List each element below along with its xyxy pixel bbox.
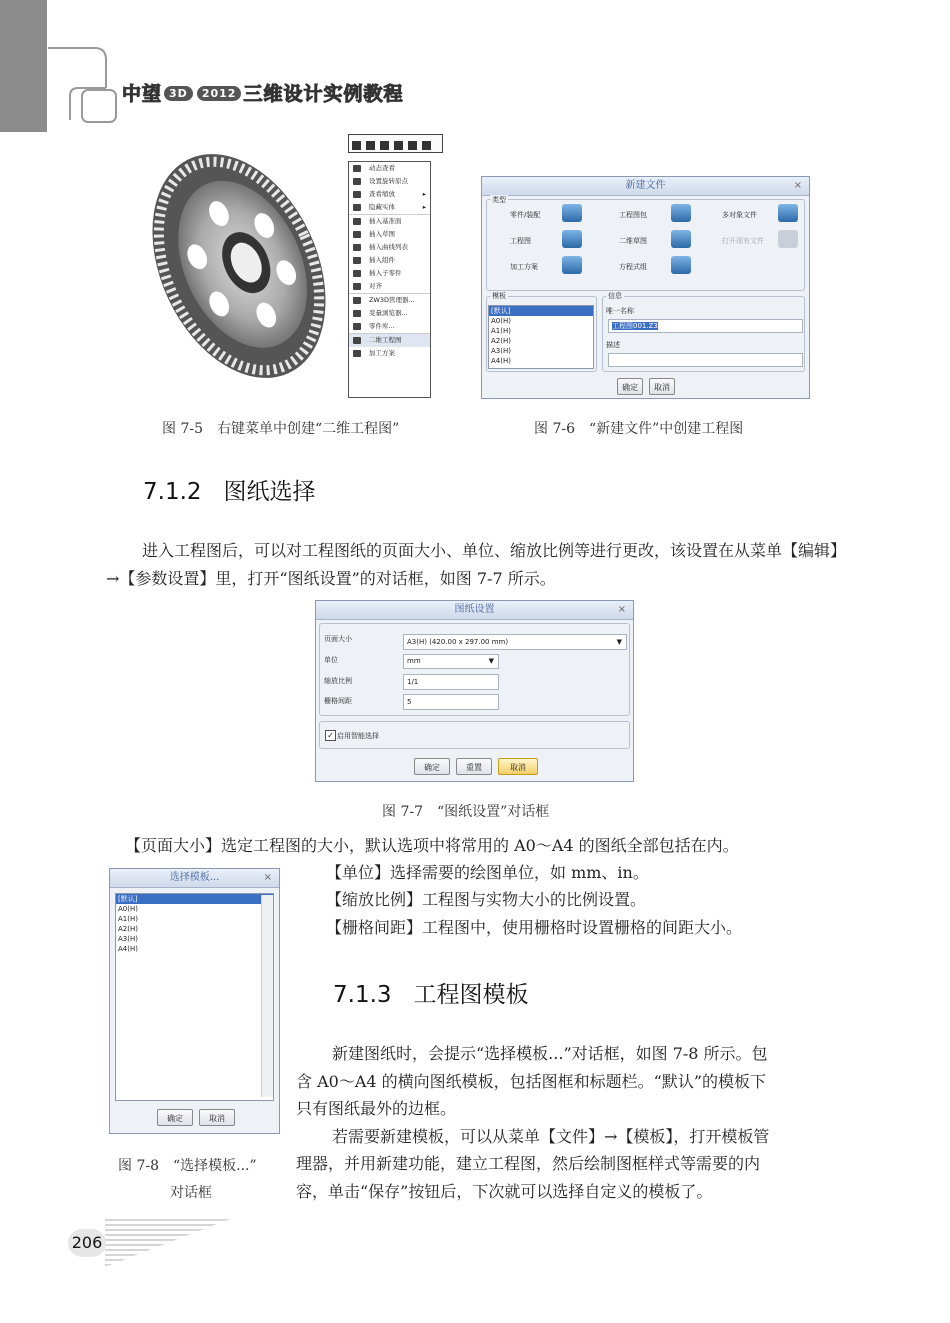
figure-7-6-caption: 图 7-6 “新建文件”中创建工程图	[534, 421, 744, 437]
select-icon[interactable]	[352, 141, 361, 150]
menu-item-icon	[353, 283, 361, 290]
menu-item-icon	[353, 323, 361, 330]
menu-item-icon	[353, 270, 361, 277]
menu-item-label: 隐藏实体	[369, 203, 395, 211]
ok-button[interactable]: 确定	[414, 758, 450, 775]
menu-item[interactable]	[349, 228, 430, 241]
list-item[interactable]: A3(H)	[118, 935, 138, 943]
menu-item-label: 查看缩放	[369, 190, 395, 198]
context-menu	[348, 161, 431, 398]
dialog-title-bar: 图纸设置 ×	[316, 601, 633, 620]
list-item[interactable]: A0(H)	[491, 317, 511, 325]
paragraph-line: 只有图纸最外的边框。	[296, 1099, 457, 1118]
book-title: 中望 3D 2012 三维设计实例教程	[122, 83, 404, 105]
menu-item[interactable]	[349, 214, 430, 228]
menu-item[interactable]	[349, 333, 430, 347]
menu-item[interactable]	[349, 347, 430, 360]
description-label: 描述	[606, 341, 620, 349]
paragraph-page-size: 【页面大小】选定工程图的大小，默认选项中将常用的 A0～A4 的图纸全部包括在内。	[125, 836, 739, 855]
paragraph-line: 新建图纸时，会提示“选择模板...”对话框，如图 7-8 所示。包	[332, 1044, 768, 1063]
type-group-label: 类型	[492, 196, 506, 204]
list-item[interactable]: A2(H)	[491, 337, 511, 345]
paste-icon[interactable]	[422, 141, 431, 150]
menu-item-icon	[353, 297, 361, 304]
scale-label: 缩放比例	[324, 677, 352, 685]
menu-item-icon	[353, 257, 361, 264]
file-type-label: 零件/装配	[510, 211, 541, 219]
menu-item[interactable]	[349, 254, 430, 267]
unique-name-label: 唯一名称	[606, 307, 634, 315]
drawing-settings-dialog	[315, 600, 634, 782]
grid-spacing-label: 栅格间距	[324, 697, 352, 705]
file-type-label: 加工方案	[510, 263, 538, 271]
menu-item-label: ZW3D管理器...	[369, 296, 415, 304]
reset-button[interactable]: 重置	[456, 758, 492, 775]
menu-item[interactable]	[349, 162, 430, 175]
close-icon[interactable]: ×	[263, 872, 272, 883]
grid-spacing-input[interactable]: 5	[403, 694, 499, 710]
cancel-button[interactable]: 取消	[649, 378, 675, 395]
list-item[interactable]: A2(H)	[118, 925, 138, 933]
file-type-label: 工程图	[510, 237, 531, 245]
dropdown-arrow-icon: ▼	[488, 657, 494, 665]
menu-item[interactable]	[349, 201, 430, 214]
menu-item[interactable]	[349, 280, 430, 293]
paragraph-drawing-settings: 进入工程图后，可以对工程图纸的页面大小、单位、缩放比例等进行更改，该设置在从菜单【编辑】→【参数设置】里，打开“图纸设置”的对话框，如图 7-7 所示。	[106, 541, 847, 588]
dialog-title-bar: 选择模板... ×	[110, 869, 279, 888]
file-type-label: 工程图包	[619, 211, 647, 219]
menu-item-icon	[353, 191, 361, 198]
file-type-label: 方程式组	[619, 263, 647, 271]
paragraph-line: 若需要新建模板，可以从菜单【文件】→【模板】，打开模板管	[332, 1126, 770, 1146]
paragraph-template-description	[296, 1040, 851, 1205]
file-type-label: 二维草图	[619, 237, 647, 245]
file-type-icon[interactable]	[562, 230, 582, 248]
close-icon[interactable]: ×	[793, 180, 802, 191]
description-input[interactable]	[608, 353, 803, 367]
list-item[interactable]: A0(H)	[118, 905, 138, 913]
file-type-icon[interactable]	[562, 256, 582, 274]
file-type-icon[interactable]	[562, 204, 582, 222]
file-type-label: 打开现有文件	[722, 237, 764, 245]
menu-item[interactable]	[349, 241, 430, 254]
file-type-icon[interactable]	[778, 230, 798, 248]
menu-item-icon	[353, 310, 361, 317]
figure-7-8-caption-line1: 图 7-8 “选择模板...”	[118, 1158, 257, 1174]
scale-input[interactable]: 1/1	[403, 674, 499, 690]
menu-item-label: 插入曲线列表	[369, 243, 408, 251]
submenu-arrow-icon: ▸	[422, 190, 426, 198]
new-file-dialog	[481, 176, 810, 399]
template-list[interactable]	[488, 305, 594, 369]
menu-item-label: 插入基准面	[369, 217, 402, 225]
template-list[interactable]	[115, 893, 274, 1101]
figure-7-5-caption: 图 7-5 右键菜单中创建“二维工程图”	[162, 421, 400, 437]
list-item[interactable]: [默认]	[116, 894, 273, 904]
menu-item-label: 插入子零件	[369, 269, 402, 277]
smart-select-checkbox[interactable]: ✓	[325, 730, 336, 741]
menu-item[interactable]	[349, 320, 430, 333]
unit-label: 单位	[324, 656, 338, 664]
paragraph-grid-spacing: 【栅格间距】工程图中，使用栅格时设置栅格的间距大小。	[326, 918, 743, 937]
menu-item[interactable]	[349, 175, 430, 188]
unit-select[interactable]: mm ▼	[403, 654, 499, 669]
paragraph-line: 容，单击“保存”按钮后，下次就可以选择自定义的模板了。	[296, 1181, 713, 1201]
cancel-button[interactable]: 取消	[498, 758, 538, 775]
paragraph-line: 含 A0～A4 的横向图纸模板，包括图框和标题栏。“默认”的模板下	[296, 1071, 767, 1091]
paragraph-unit: 【单位】选择需要的绘图单位，如 mm、in。	[326, 863, 649, 882]
header-frame-decoration	[40, 40, 120, 130]
figure-7-8-caption-line2: 对话框	[170, 1185, 212, 1201]
ok-button[interactable]: 确定	[157, 1109, 193, 1126]
cancel-button[interactable]: 取消	[199, 1109, 235, 1126]
list-item[interactable]: A4(H)	[491, 357, 511, 365]
info-group-label: 信息	[608, 292, 622, 300]
file-type-icon[interactable]	[671, 204, 691, 222]
menu-item-label: 插入草图	[369, 230, 395, 238]
menu-item[interactable]	[349, 188, 430, 201]
footer-stripes-decoration	[105, 1219, 230, 1267]
list-item[interactable]: A1(H)	[118, 915, 138, 923]
unique-name-input[interactable]: 工程图001.Z3	[608, 319, 803, 333]
page-number: 206	[68, 1229, 106, 1257]
list-item[interactable]: A3(H)	[491, 347, 511, 355]
dropdown-arrow-icon: ▼	[616, 638, 622, 646]
menu-item[interactable]	[349, 293, 430, 307]
menu-item-icon	[353, 165, 361, 172]
square-icon[interactable]	[394, 141, 403, 150]
figure-7-7-caption: 图 7-7 “图纸设置”对话框	[382, 804, 550, 820]
list-item[interactable]: A4(H)	[118, 945, 138, 953]
menu-item-label: 加工方案	[369, 349, 395, 357]
scrollbar[interactable]	[261, 895, 273, 1097]
paragraph-line: 理器，并用新建功能，建立工程图，然后绘制图框样式等需要的内	[296, 1154, 761, 1173]
paragraph-scale: 【缩放比例】工程图与实物大小的比例设置。	[326, 890, 647, 909]
menu-item-icon	[353, 218, 361, 225]
page-size-label: 页面大小	[324, 635, 352, 643]
quick-toolbar	[348, 134, 443, 153]
ok-button[interactable]: 确定	[617, 378, 643, 395]
menu-item-label: 对齐	[369, 282, 382, 290]
section-heading-7-1-2: 7.1.2 图纸选择	[143, 479, 316, 505]
menu-item-label: 插入组件	[369, 256, 395, 264]
menu-item-label: 变量浏览器...	[369, 309, 408, 317]
list-item[interactable]: [默认]	[489, 306, 593, 316]
menu-item-icon	[353, 337, 361, 344]
smart-select-label: 启用智能选择	[337, 732, 379, 740]
menu-item-icon	[353, 204, 361, 211]
menu-item-label: 动态查看	[369, 164, 395, 172]
submenu-arrow-icon: ▸	[422, 203, 426, 211]
menu-item-icon	[353, 178, 361, 185]
refresh-icon[interactable]	[380, 141, 389, 150]
menu-item[interactable]	[349, 307, 430, 320]
file-type-icon[interactable]	[778, 204, 798, 222]
undo-icon[interactable]	[366, 141, 375, 150]
select-template-dialog	[109, 868, 280, 1134]
menu-item-label: 二维工程图	[369, 336, 402, 344]
menu-item-icon	[353, 350, 361, 357]
template-group-label: 模板	[492, 292, 506, 300]
dialog-title-bar: 新建文件 ×	[482, 177, 809, 196]
copy-icon[interactable]	[408, 141, 417, 150]
file-type-label: 多对象文件	[722, 211, 757, 219]
menu-item[interactable]	[349, 267, 430, 280]
menu-item-icon	[353, 244, 361, 251]
close-icon[interactable]: ×	[617, 604, 626, 615]
menu-item-label: 零件库...	[369, 322, 395, 330]
bevel-gear-image	[139, 134, 329, 397]
section-heading-7-1-3: 7.1.3 工程图模板	[333, 982, 529, 1008]
menu-item-label: 设置旋转原点	[369, 177, 408, 185]
list-item[interactable]: A1(H)	[491, 327, 511, 335]
file-type-icon[interactable]	[671, 256, 691, 274]
page-size-select[interactable]: A3(H) (420.00 x 297.00 mm) ▼	[403, 634, 627, 650]
file-type-icon[interactable]	[671, 230, 691, 248]
menu-item-icon	[353, 231, 361, 238]
